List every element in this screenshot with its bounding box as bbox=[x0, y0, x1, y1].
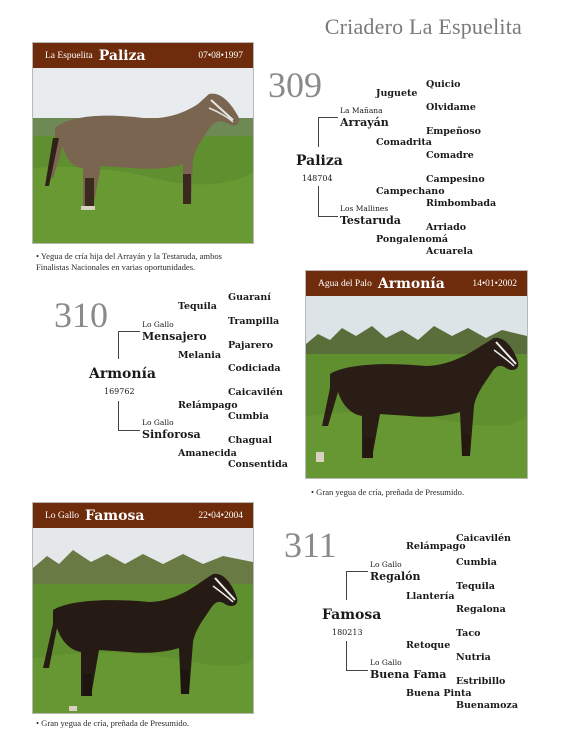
photo-caption: • Gran yegua de cría, preñada de Presumido. bbox=[311, 487, 465, 497]
pedigree-connector bbox=[346, 670, 368, 671]
sire-name: Arrayán bbox=[340, 116, 389, 129]
pedigree-great-grandparent: Taco bbox=[456, 628, 481, 639]
subject-name: Paliza bbox=[296, 153, 343, 169]
pedigree-grandparent: Buena Pinta bbox=[406, 688, 472, 699]
dam-name: Testaruda bbox=[340, 214, 401, 227]
card-date: 07•08•1997 bbox=[198, 50, 243, 61]
pedigree-bracket bbox=[118, 401, 119, 430]
card-title-bar bbox=[33, 43, 253, 68]
photo-caption: • Yegua de cría hija del Arrayán y la Testaruda, ambos Finalistas Nacionales en varias oportunidades. bbox=[36, 251, 223, 272]
horse-card-famosa bbox=[32, 502, 254, 714]
page-title: Criadero La Espuelita bbox=[324, 14, 522, 39]
pedigree-great-grandparent: Cumbia bbox=[456, 557, 497, 568]
pedigree-bracket bbox=[318, 186, 319, 216]
dam-breeder: Los Mallines bbox=[340, 204, 389, 213]
card-horse-name: Famosa bbox=[85, 507, 145, 524]
subject-registration: 148704 bbox=[302, 174, 333, 183]
pedigree-bracket bbox=[318, 117, 319, 147]
pedigree-great-grandparent: Trampilla bbox=[228, 316, 280, 327]
lot-number: 310 bbox=[54, 295, 108, 335]
pedigree-grandparent: Pongalenomá bbox=[376, 234, 449, 245]
sire-name: Regalón bbox=[370, 570, 421, 583]
pedigree-great-grandparent: Caicavilén bbox=[456, 533, 511, 544]
pedigree-grandparent: Relámpago bbox=[406, 541, 466, 552]
pedigree-connector bbox=[318, 216, 338, 217]
subject-registration: 169762 bbox=[104, 387, 135, 396]
pedigree-grandparent: Comadrita bbox=[376, 137, 432, 148]
pedigree-grandparent: Amanecida bbox=[178, 448, 237, 459]
pedigree-great-grandparent: Quicio bbox=[426, 79, 461, 90]
pedigree-great-grandparent: Acuarela bbox=[426, 246, 474, 257]
card-date: 14•01•2002 bbox=[472, 278, 517, 289]
card-breeder: Lo Gallo bbox=[45, 510, 80, 521]
card-date: 22•04•2004 bbox=[198, 510, 243, 521]
sire-name: Mensajero bbox=[142, 330, 207, 343]
pedigree-great-grandparent: Caicavilén bbox=[228, 387, 283, 398]
horse-card-armonia bbox=[305, 270, 528, 479]
pedigree-grandparent: Relámpago bbox=[178, 400, 238, 411]
lot-number: 311 bbox=[284, 525, 337, 565]
pedigree-connector bbox=[118, 430, 140, 431]
pedigree-bracket bbox=[118, 331, 119, 359]
pedigree-grandparent: Melania bbox=[178, 350, 221, 361]
dam-name: Sinforosa bbox=[142, 428, 201, 441]
horse-photo bbox=[33, 528, 253, 713]
pedigree-great-grandparent: Codiciada bbox=[228, 363, 281, 374]
card-horse-name: Armonía bbox=[377, 275, 445, 292]
horse-photo bbox=[33, 68, 253, 243]
subject-name: Armonía bbox=[89, 366, 156, 382]
pedigree-great-grandparent: Empeñoso bbox=[426, 126, 481, 137]
pedigree-great-grandparent: Nutria bbox=[456, 652, 491, 663]
pedigree-connector bbox=[346, 571, 368, 572]
pedigree-great-grandparent: Comadre bbox=[426, 150, 474, 161]
subject-registration: 180213 bbox=[332, 628, 363, 637]
pedigree-great-grandparent: Arriado bbox=[426, 222, 467, 233]
dam-breeder: Lo Gallo bbox=[142, 418, 174, 427]
pedigree-grandparent: Campechano bbox=[376, 186, 445, 197]
pedigree-great-grandparent: Campesino bbox=[426, 174, 485, 185]
pedigree-great-grandparent: Estribillo bbox=[456, 676, 506, 687]
pedigree-great-grandparent: Rimbombada bbox=[426, 198, 497, 209]
pedigree-great-grandparent: Olvidame bbox=[426, 102, 476, 113]
card-title-bar bbox=[33, 503, 253, 528]
sire-breeder: La Mañana bbox=[340, 106, 383, 115]
pedigree-great-grandparent: Cumbia bbox=[228, 411, 269, 422]
sire-breeder: Lo Gallo bbox=[142, 320, 174, 329]
pedigree-grandparent: Retoque bbox=[406, 640, 451, 651]
pedigree-great-grandparent: Guaraní bbox=[228, 292, 271, 303]
card-breeder: La Espuelita bbox=[45, 50, 93, 61]
pedigree-connector bbox=[118, 331, 140, 332]
dam-breeder: Lo Gallo bbox=[370, 658, 402, 667]
card-breeder: Agua del Palo bbox=[318, 278, 372, 289]
pedigree-grandparent: Tequila bbox=[178, 301, 217, 312]
horse-card-paliza bbox=[32, 42, 254, 244]
photo-caption: • Gran yegua de cría, preñada de Presumido. bbox=[36, 718, 190, 728]
pedigree-bracket bbox=[346, 641, 347, 670]
card-title-bar bbox=[306, 271, 527, 296]
subject-name: Famosa bbox=[322, 607, 382, 623]
dam-name: Buena Fama bbox=[370, 668, 447, 681]
pedigree-connector bbox=[318, 117, 338, 118]
pedigree-great-grandparent: Buenamoza bbox=[456, 700, 518, 711]
pedigree-great-grandparent: Regalona bbox=[456, 604, 506, 615]
horse-photo bbox=[306, 296, 527, 478]
pedigree-bracket bbox=[346, 571, 347, 600]
pedigree-grandparent: Juguete bbox=[376, 88, 418, 99]
pedigree-great-grandparent: Consentida bbox=[228, 459, 288, 470]
pedigree-great-grandparent: Pajarero bbox=[228, 340, 274, 351]
pedigree-grandparent: Llantería bbox=[406, 591, 455, 602]
pedigree-great-grandparent: Tequila bbox=[456, 581, 495, 592]
pedigree-great-grandparent: Chagual bbox=[228, 435, 272, 446]
lot-number: 309 bbox=[268, 65, 322, 105]
card-horse-name: Paliza bbox=[98, 47, 146, 64]
sire-breeder: Lo Gallo bbox=[370, 560, 402, 569]
